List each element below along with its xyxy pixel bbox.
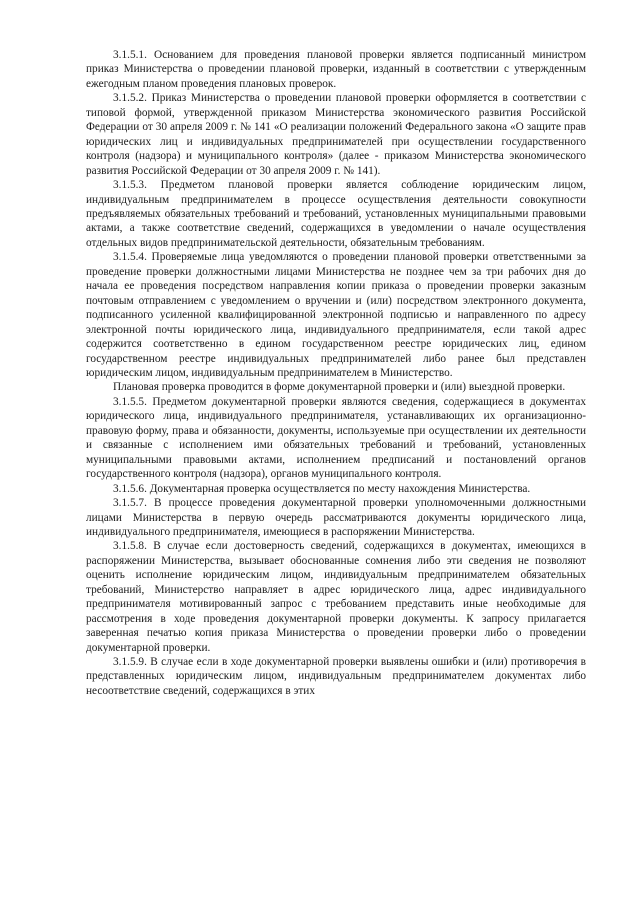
paragraph-3-1-5-6: 3.1.5.6. Документарная проверка осуществляется по месту нахождения Министерства.: [113, 482, 531, 495]
paragraph-3-1-5-4: 3.1.5.4. Проверяемые лица уведомляются о проведении плановой проверки ответственными за проведение проверки должностными лицами Министерства не позднее чем за три рабочих дня до начала ее проведения посредством направления копии приказа о проведении проверки заказным почтовым отправлением с уведомлением о вручении и (или) посредством электронного документа, подписанного усиленной квалифицированной электронной подписью и направленного по адресу электронной почты юридического лица, индивидуального предпринимателя, если такой адрес содержится соответственно в едином государственном реестре юридических лиц, едином государственном реестре индивидуальных предпринимателей либо ранее был представлен юридическим лицом, индивидуальным предпринимателем в Министерство.: [86, 251, 586, 379]
paragraph-inspection-form: Плановая проверка проводится в форме документарной проверки и (или) выездной проверки.: [113, 381, 566, 394]
paragraph-3-1-5-1: 3.1.5.1. Основанием для проведения плановой проверки является подписанный министром приказ Министерства о проведении плановой проверки, изданный в соответствии с утвержденным ежегодным планом проведения плановых проверок.: [86, 49, 586, 90]
paragraph-3-1-5-3: 3.1.5.3. Предметом плановой проверки является соблюдение юридическим лицом, индивидуальным предпринимателем в процессе осуществления деятельности совокупности предъявляемых обязательных требований и требований, установленных муниципальными правовыми актами, а также соответствие сведений, содержащихся в уведомлении о начале осуществления отдельных видов предпринимательской деятельности, обязательным требованиям.: [86, 179, 586, 249]
paragraph-3-1-5-9: 3.1.5.9. В случае если в ходе документарной проверки выявлены ошибки и (или) противоречия в представленных юридическим лицом, индивидуальным предпринимателем документах либо несоответствие сведений, содержащихся в этих: [86, 656, 586, 697]
paragraph-3-1-5-8: 3.1.5.8. В случае если достоверность сведений, содержащихся в документах, имеющихся в распоряжении Министерства, вызывает обоснованные сомнения либо эти сведения не позволяют оценить исполнение юридическим лицом, индивидуальным предпринимателем обязательных требований, Министерство направляет в адрес юридического лица, адрес индивидуального предпринимателя мотивированный запрос с требованием представить иные необходимые для рассмотрения в ходе проведения документарной проверки документы. К запросу прилагается заверенная печатью копия приказа Министерства о проведении проверки либо о проведении документарной проверки.: [86, 540, 586, 654]
paragraph-3-1-5-5: 3.1.5.5. Предметом документарной проверки являются сведения, содержащиеся в документах юридического лица, индивидуального предпринимателя, устанавливающих их организационно-правовую форму, права и обязанности, документы, используемые при осуществлении их деятельности и связанные с исполнением ими обязательных требований и требований, установленных муниципальными правовыми актами, исполнением предписаний и постановлений органов государственного контроля (надзора), органов муниципального контроля.: [86, 395, 586, 481]
paragraph-3-1-5-7: 3.1.5.7. В процессе проведения документарной проверки уполномоченными должностными лицами Министерства в первую очередь рассматриваются документы юридического лица, индивидуального предпринимателя, имеющиеся в распоряжении Министерства.: [86, 497, 586, 538]
document-body: [86, 48, 586, 698]
paragraph-3-1-5-2: 3.1.5.2. Приказ Министерства о проведении плановой проверки оформляется в соответствии с типовой формой, утвержденной приказом Министерства экономического развития Российской Федерации от 30 апреля 2009 г. № 141 «О реализации положений Федерального закона «О защите прав юридических лиц и индивидуальных предпринимателей при осуществлении государственного контроля (надзора) и муниципального контроля» (далее - приказом Министерства экономического развития Российской Федерации от 30 апреля 2009 г. № 141).: [86, 92, 586, 177]
